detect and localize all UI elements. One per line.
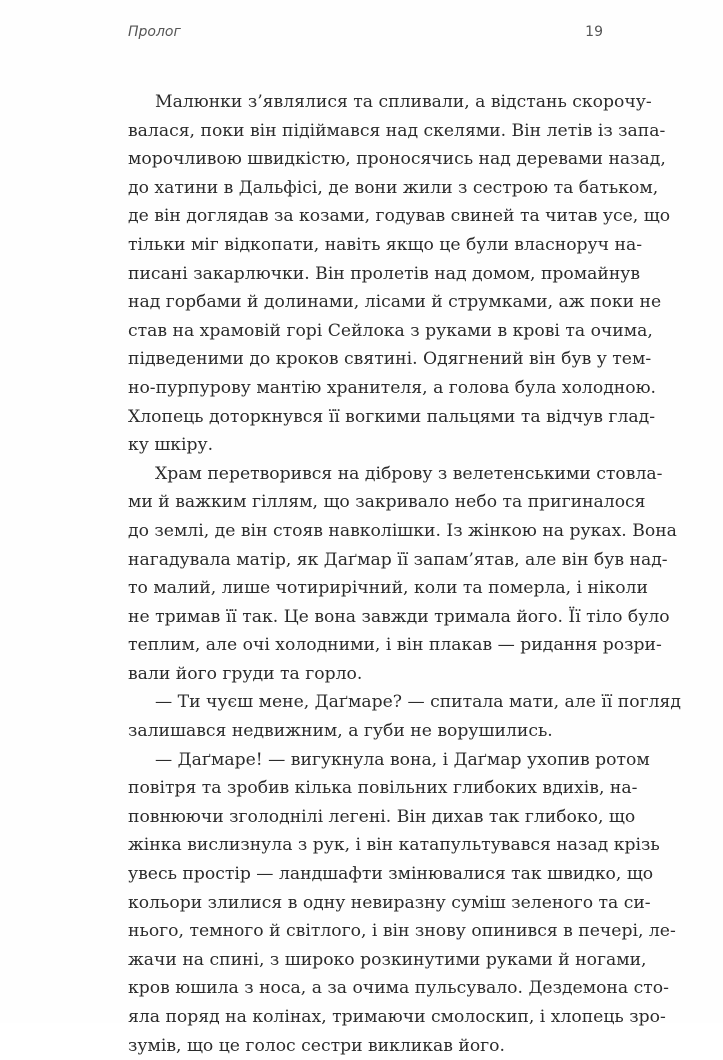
text-line: — Даґмаре! — вигукнула вона, і Даґмар ухопив ротом <box>155 749 650 770</box>
text-line: увесь простір — ландшафти змінювалися так швидко, що <box>128 864 654 885</box>
page-number: 19 <box>585 24 603 40</box>
text-line: залишався недвижним, а губи не ворушились. <box>128 721 553 742</box>
text-line: нагадувала матір, як Даґмар її запам’ятав, але він був над- <box>128 549 668 570</box>
text-line: морочливою швидкістю, проносячись над деревами назад, <box>128 149 666 170</box>
text-line: жачи на спині, з широко розкинутими руками й ногами, <box>128 949 647 970</box>
body-text <box>128 88 681 1060</box>
text-line: тільки міг відкопати, навіть якщо це були власноруч на- <box>128 234 643 255</box>
text-line: нього, темного й світлого, і він знову опинився в печері, ле- <box>128 921 676 942</box>
text-line: над горбами й долинами, лісами й струмками, аж поки не <box>128 292 662 313</box>
text-line: повнюючи зголоднілі легені. Він дихав так глибоко, що <box>128 806 636 827</box>
text-line: — Ти чуєш мене, Даґмаре? — спитала мати, але її погляд <box>155 692 681 713</box>
text-line: Малюнки з’являлися та спливали, а відстань скорочу- <box>155 92 652 112</box>
text-line: ку шкіру. <box>128 435 214 456</box>
text-line: не тримав її так. Це вона завжди тримала його. Її тіло було <box>128 606 670 627</box>
chapter-title: Пролог <box>128 24 181 40</box>
text-line: то малий, лише чотирирічний, коли та померла, і ніколи <box>128 578 648 599</box>
text-line: яла поряд на колінах, тримаючи смолоскип, і хлопець зро- <box>128 1007 666 1027</box>
text-line: но-пурпурову мантію хранителя, а голова була холодною. <box>128 377 657 398</box>
text-line: став на храмовій горі Сейлока з руками в крові та очима, <box>128 320 653 341</box>
text-line: зумів, що це голос сестри викликав його. <box>128 1035 505 1056</box>
text-line: повітря та зробив кілька повільних глибоких вдихів, на- <box>128 778 638 799</box>
text-line: ми й важким гіллям, що закривало небо та пригиналося <box>128 492 646 513</box>
text-line: де він доглядав за козами, годував свиней та читав усе, що <box>128 206 671 227</box>
text-line: вали його груди та горло. <box>128 663 363 684</box>
text-line: Хлопець доторкнувся її вогкими пальцями та відчув глад- <box>128 406 655 427</box>
text-line: кров юшила з носа, а за очима пульсувало. Дездемона сто- <box>128 978 669 999</box>
text-line: підведеними до кроков святині. Одягнений він був у тем- <box>128 349 652 370</box>
text-line: валася, поки він підіймався над скелями. Він летів із запа- <box>128 120 666 141</box>
text-line: писані закарлючки. Він пролетів над домом, промайнув <box>128 263 641 284</box>
text-line: кольори злилися в одну невиразну суміш зеленого та си- <box>128 892 651 913</box>
text-line: Храм перетворився на діброву з велетенськими стовла- <box>155 463 663 484</box>
text-line: до хатини в Дальфісі, де вони жили з сестрою та батьком, <box>128 177 659 198</box>
text-line: жінка вислизнула з рук, і він катапультувався назад крізь <box>128 835 660 856</box>
text-line: теплим, але очі холодними, і він плакав — ридання розри- <box>128 635 662 656</box>
text-line: до землі, де він стояв навколішки. Із жінкою на руках. Вона <box>128 520 677 541</box>
running-header <box>128 24 603 46</box>
